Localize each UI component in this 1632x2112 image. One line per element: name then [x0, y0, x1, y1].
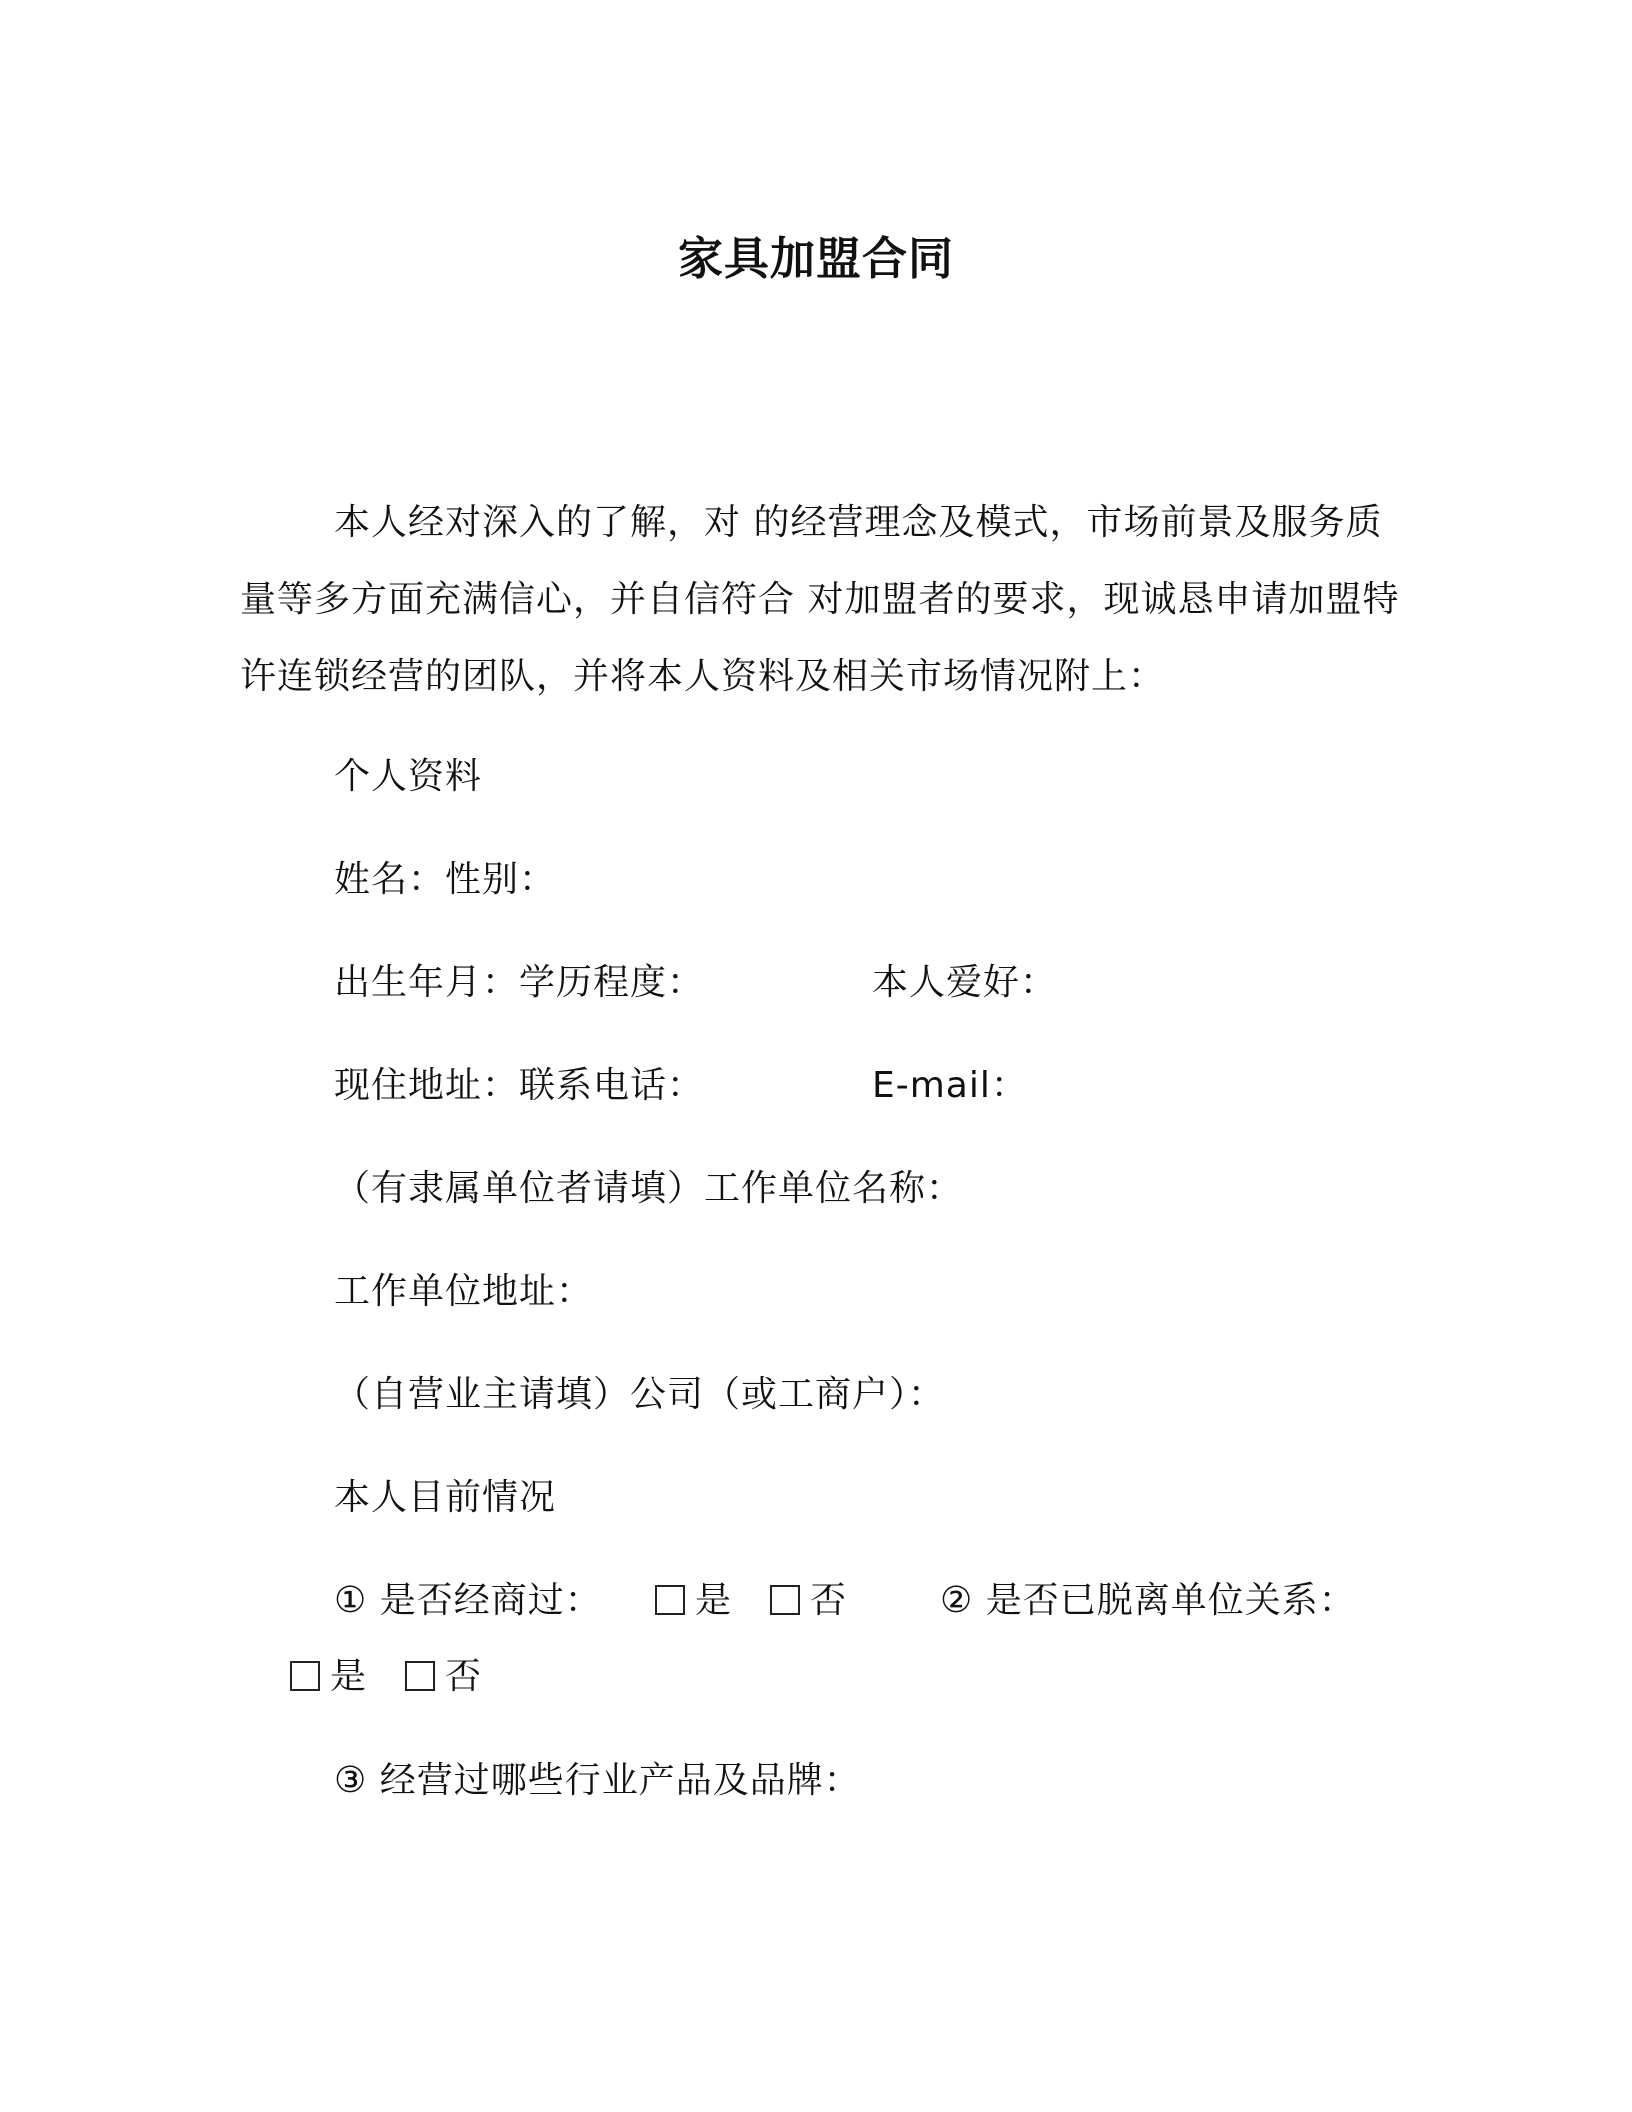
q2-yes-label: 是 [330, 1656, 367, 1697]
question-2-label: ② 是否已脱离单位关系： [940, 1580, 1356, 1621]
q1-yes-checkbox[interactable] [655, 1585, 685, 1615]
birth-education-field: 出生年月：学历程度： [334, 962, 705, 1003]
question-1-label: ① 是否经商过： [334, 1580, 602, 1621]
q1-yes-label: 是 [695, 1580, 732, 1621]
personal-info-heading: 个人资料 [334, 756, 483, 797]
q2-no-checkbox[interactable] [405, 1661, 435, 1691]
q1-yes-option[interactable] [655, 1576, 731, 1626]
document-title: 家具加盟合同 [677, 232, 954, 285]
address-phone-field: 现住地址：联系电话： [334, 1065, 705, 1106]
employer-address-field: 工作单位地址： [334, 1271, 594, 1312]
email-field: E-mail： [872, 1065, 1028, 1106]
question-3-label: ③ 经营过哪些行业产品及品牌： [334, 1760, 861, 1801]
q1-no-option[interactable] [770, 1576, 846, 1626]
q2-yes-checkbox[interactable] [290, 1661, 320, 1691]
q1-no-checkbox[interactable] [770, 1585, 800, 1615]
q2-yes-option[interactable] [290, 1652, 366, 1702]
name-gender-field: 姓名：性别： [334, 859, 557, 900]
q2-no-label: 否 [445, 1656, 482, 1697]
q2-no-option[interactable] [405, 1652, 481, 1702]
hobby-field: 本人爱好： [872, 962, 1058, 1003]
status-heading: 本人目前情况 [334, 1477, 557, 1518]
intro-paragraph: 本人经对深入的了解，对 的经营理念及模式，市场前景及服务质量等多方面充满信心，并自信符合 对加盟者的要求，现诚恳申请加盟特许连锁经营的团队，并将本人资料及相关市场情况附上： [240, 502, 1400, 697]
q1-no-label: 否 [810, 1580, 847, 1621]
company-field: （自营业主请填）公司（或工商户）： [334, 1374, 946, 1415]
employer-name-field: （有隶属单位者请填）工作单位名称： [334, 1168, 964, 1209]
